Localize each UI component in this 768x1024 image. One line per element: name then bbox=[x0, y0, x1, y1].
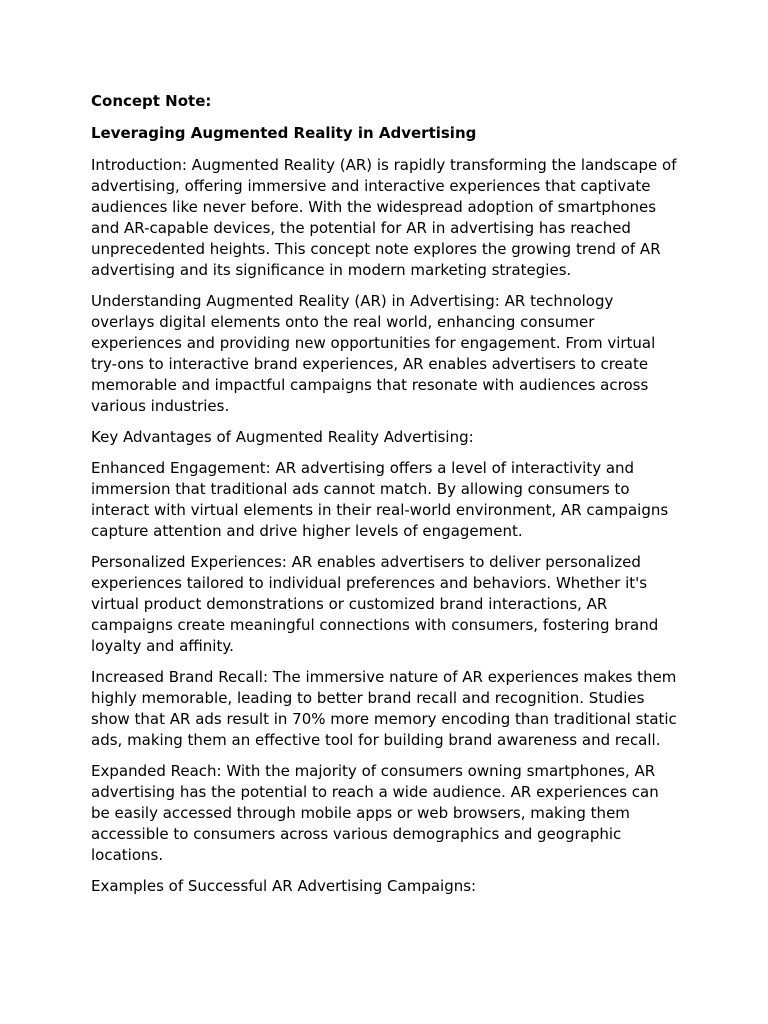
document-title: Leveraging Augmented Reality in Advertising bbox=[91, 124, 477, 142]
paragraph-understanding-ar: Understanding Augmented Reality (AR) in Advertising: AR technology overlays digital elements onto the real world, enhancing consumer experiences and providing new opportunities for engagement. From virtual try-ons to interactive brand experiences, AR enables advertisers to create memorable and impactful campaigns that resonate with audiences across various industries. bbox=[91, 292, 656, 415]
paragraph-expanded-reach: Expanded Reach: With the majority of consumers owning smartphones, AR advertising has the potential to reach a wide audience. AR experiences can be easily accessed through mobile apps or web browsers, making them accessible to consumers across various demographics and geographic locations. bbox=[91, 762, 659, 864]
paragraph-examples-heading: Examples of Successful AR Advertising Campaigns: bbox=[91, 877, 477, 895]
paragraph-key-advantages-heading: Key Advantages of Augmented Reality Advertising: bbox=[91, 428, 474, 446]
paragraph-increased-brand-recall: Increased Brand Recall: The immersive nature of AR experiences makes them highly memorable, leading to better brand recall and recognition. Studies show that AR ads result in 70% more memory encoding than traditional static ads, making them an effective tool for building brand awareness and recall. bbox=[91, 668, 677, 749]
paragraph-introduction: Introduction: Augmented Reality (AR) is rapidly transforming the landscape of advertising, offering immersive and interactive experiences that captivate audiences like never before. With the widespread adoption of smartphones and AR-capable devices, the potential for AR in advertising has reached unprecedented heights. This concept note explores the growing trend of AR advertising and its significance in modern marketing strategies. bbox=[91, 156, 677, 279]
document-body bbox=[91, 91, 681, 907]
paragraph-personalized-experiences: Personalized Experiences: AR enables advertisers to deliver personalized experiences tailored to individual preferences and behaviors. Whether it's virtual product demonstrations or customized brand interactions, AR campaigns create meaningful connections with consumers, fostering brand loyalty and affinity. bbox=[91, 553, 659, 655]
paragraph-enhanced-engagement: Enhanced Engagement: AR advertising offers a level of interactivity and immersion that traditional ads cannot match. By allowing consumers to interact with virtual elements in their real-world environment, AR campaigns capture attention and drive higher levels of engagement. bbox=[91, 459, 669, 540]
document-label: Concept Note: bbox=[91, 92, 212, 110]
